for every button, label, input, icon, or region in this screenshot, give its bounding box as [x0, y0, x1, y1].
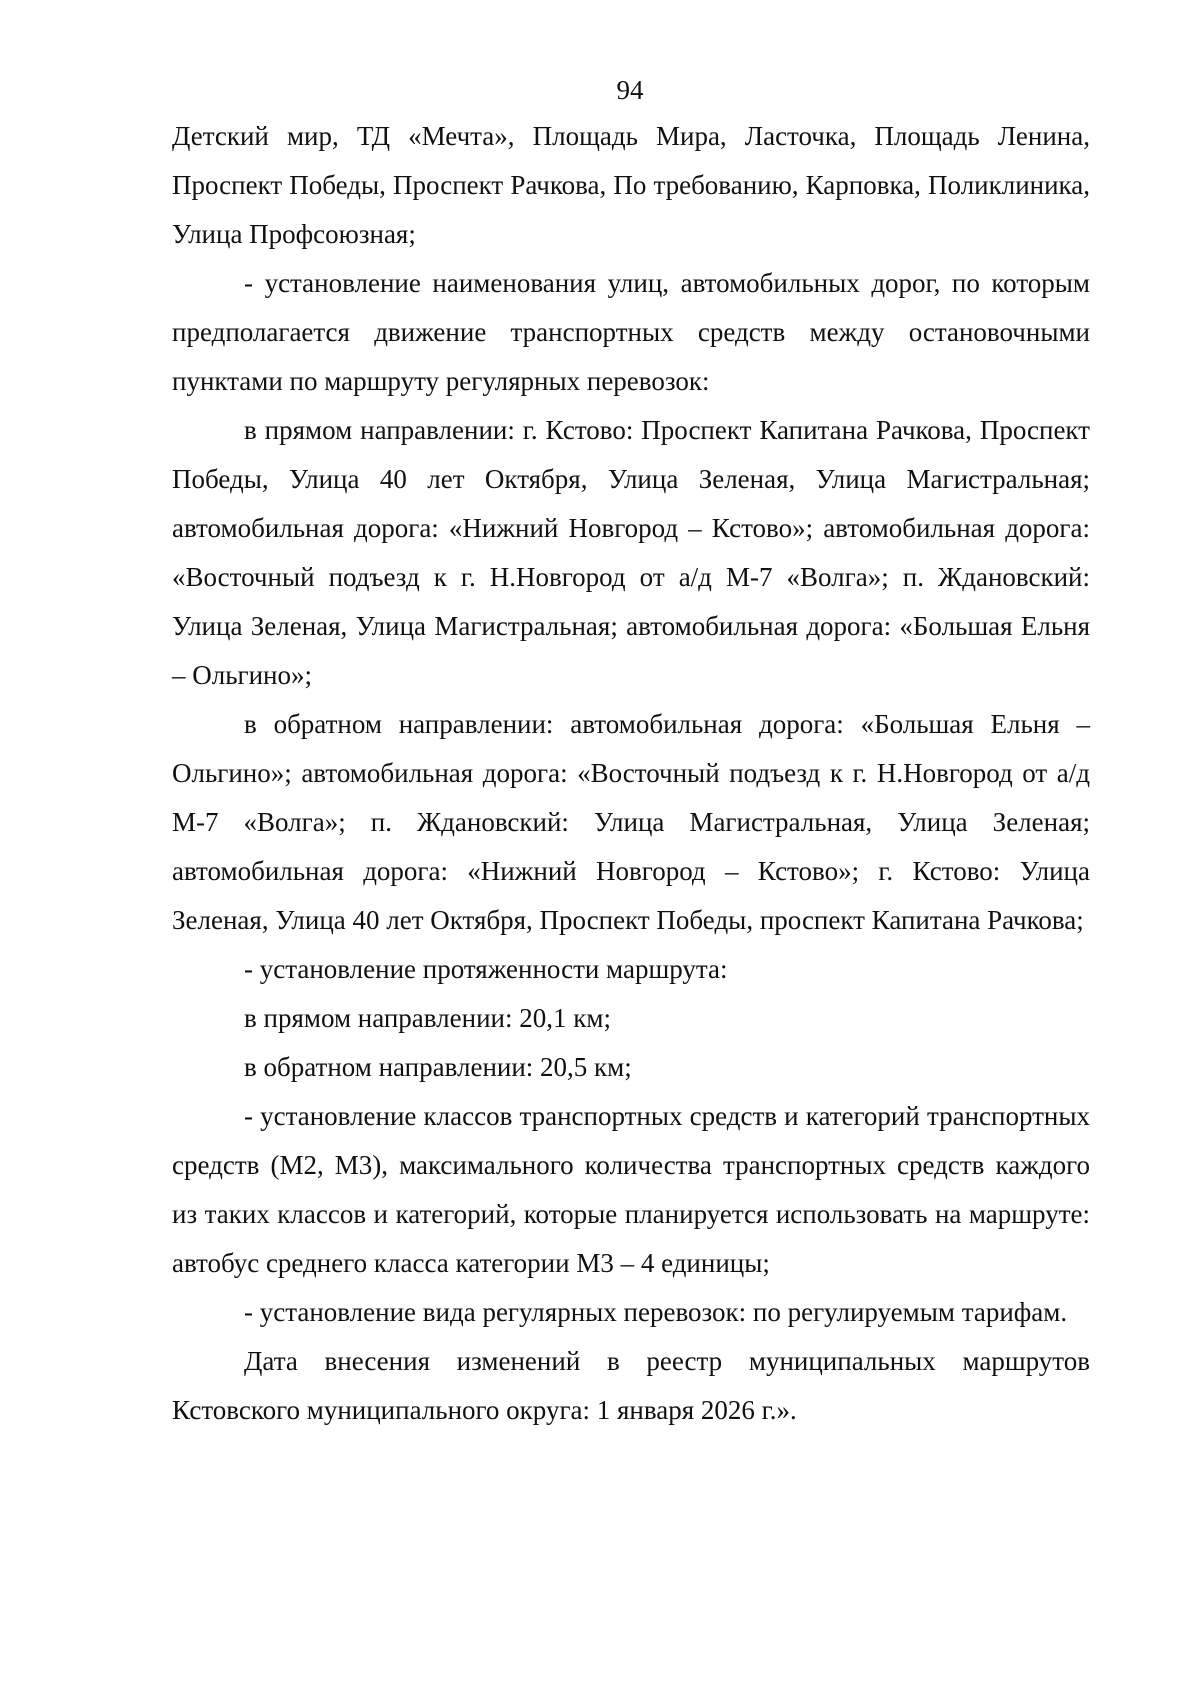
paragraph-reverse-route: в обратном направлении: автомобильная дорога: «Большая Ельня –Ольгино»; автомобильная дорога: «Восточный подъезд к г. Н.Новгород от а/д М-7 «Волга»; п. Ждановский: Улица Магистральная, Улица Зеленая; автомобильная дорога: «Нижний Новгород – Кстово»; г. Кстово: Улица Зеленая, Улица 40 лет Октября, Проспект Победы, проспект Капитана Рачкова; — [172, 709, 1090, 935]
paragraph-vehicle-classes: - установление классов транспортных средств и категорий транспортных средств (М2, М3), максимального количества транспортных средств каждого из таких классов и категорий, которые планируется использовать на маршруте: автобус среднего класса категории М3 – 4 единицы; — [172, 1101, 1090, 1278]
paragraph-transport-type: - установление вида регулярных перевозок: по регулируемым тарифам. — [244, 1297, 1068, 1327]
paragraph-forward-length: в прямом направлении: 20,1 км; — [244, 1003, 611, 1033]
paragraph-reverse-length: в обратном направлении: 20,5 км; — [244, 1052, 632, 1082]
page-number: 94 — [616, 75, 644, 105]
document-body — [172, 112, 1090, 1435]
paragraph-route-length-heading: - установление протяженности маршрута: — [244, 954, 728, 984]
paragraph-street-names-heading: - установление наименования улиц, автомобильных дорог, по которым предполагается движение транспортных средств между остановочными пунктами по маршруту регулярных перевозок: — [172, 268, 1090, 396]
paragraph-forward-route: в прямом направлении: г. Кстово: Проспект Капитана Рачкова, Проспект Победы, Улица 40 лет Октября, Улица Зеленая, Улица Магистральная; автомобильная дорога: «Нижний Новгород – Кстово»; автомобильная дорога: «Восточный подъезд к г. Н.Новгород от а/д М-7 «Волга»; п. Ждановский: Улица Зеленая, Улица Магистральная; автомобильная дорога: «Большая Ельня – Ольгино»; — [172, 415, 1090, 690]
paragraph-stops-continuation: Детский мир, ТД «Мечта», Площадь Мира, Ласточка, Площадь Ленина, Проспект Победы, Проспект Рачкова, По требованию, Карповка, Поликлиника, Улица Профсоюзная; — [172, 121, 1090, 249]
paragraph-registry-date: Дата внесения изменений в реестр муниципальных маршрутов Кстовского муниципального округа: 1 января 2026 г.». — [172, 1346, 1090, 1425]
